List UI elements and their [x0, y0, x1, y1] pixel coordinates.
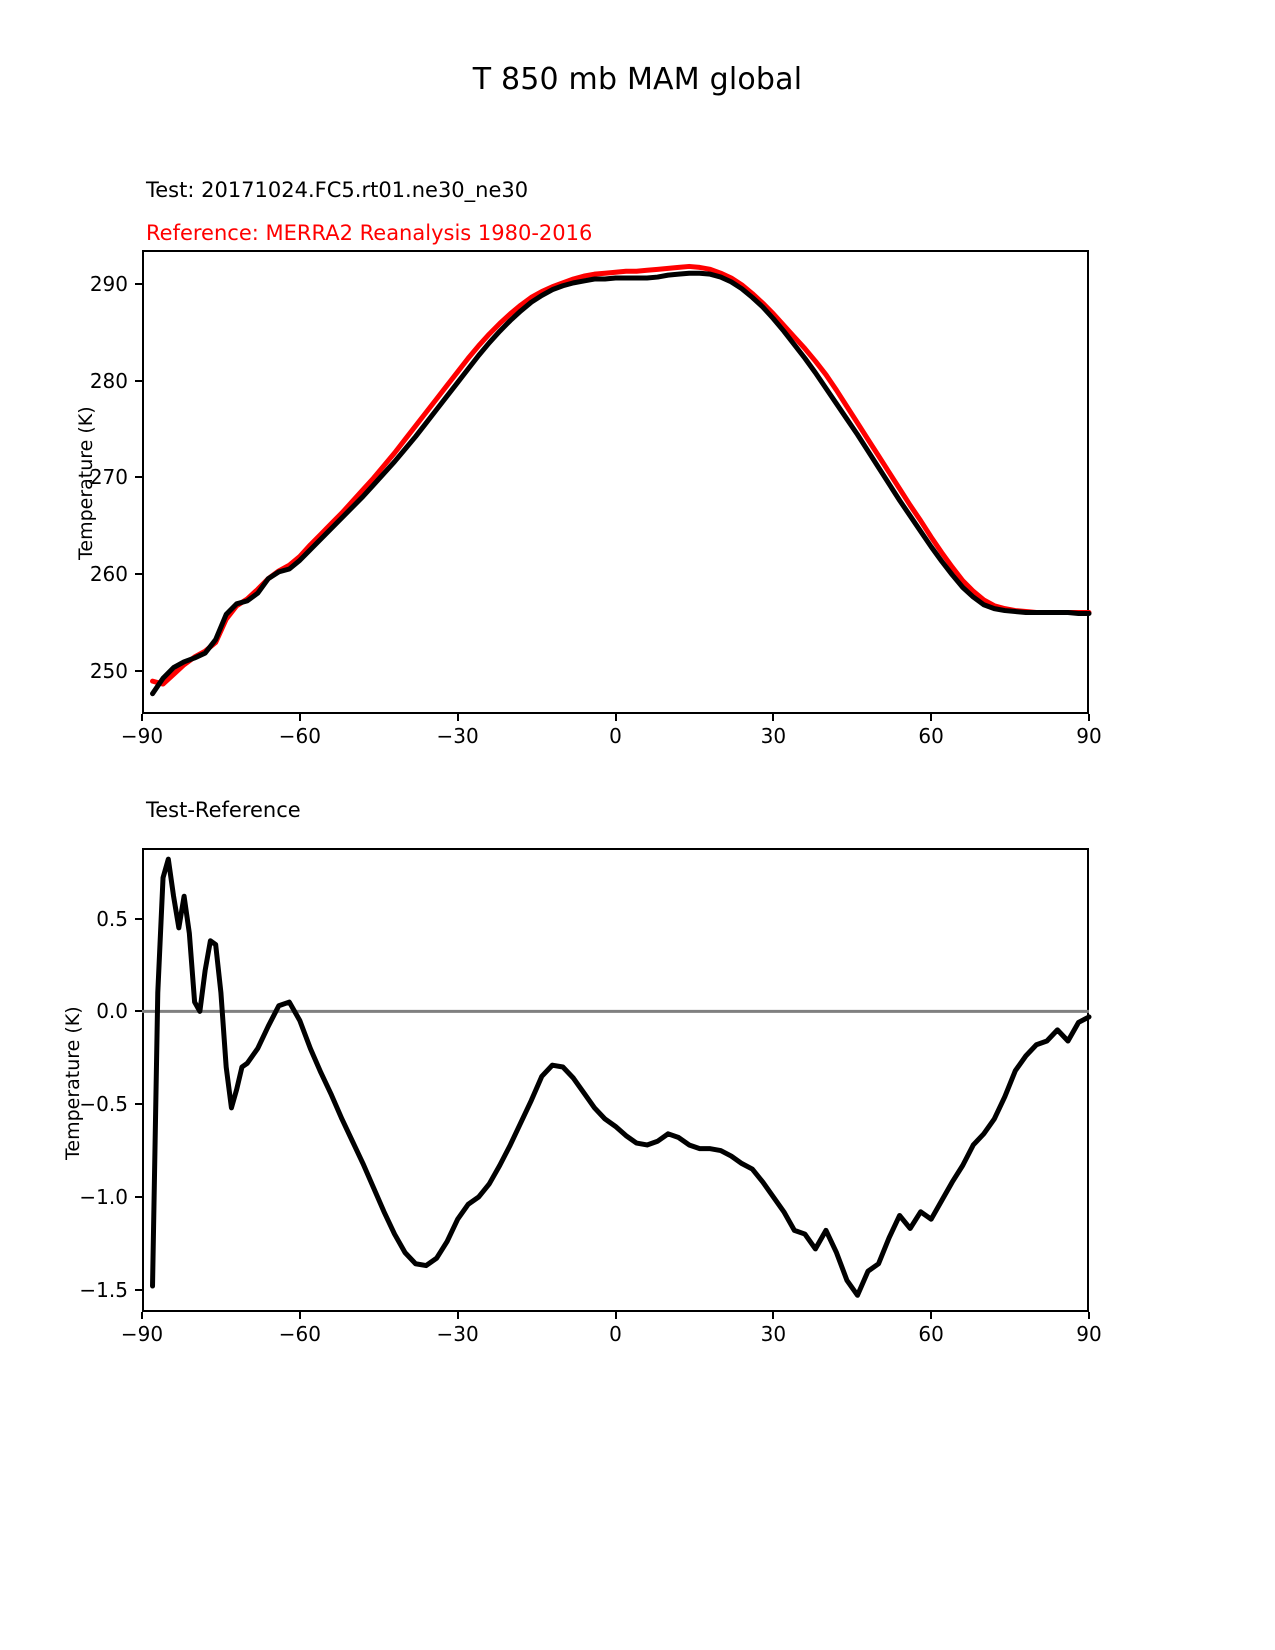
top-panel-y-axis-label: Temperature (K)	[75, 406, 97, 560]
bottom-ytick-label-0-0: 0.0	[96, 999, 128, 1024]
difference-panel-label: Test-Reference	[146, 798, 301, 822]
top-ytick-label-270: 270	[89, 465, 128, 490]
bottom-panel-plot-area	[142, 848, 1089, 1312]
axis-tick-mark	[135, 476, 142, 478]
axis-tick-mark	[1088, 714, 1090, 721]
top-xtick-label-minus90: −90	[120, 724, 164, 748]
axis-tick-mark	[135, 1196, 142, 1198]
axis-tick-mark	[615, 1312, 617, 1319]
top-xtick-label-minus30: −30	[436, 724, 479, 748]
axis-tick-mark	[299, 1312, 301, 1319]
axis-tick-mark	[135, 573, 142, 575]
legend-test-label: Test: 20171024.FC5.rt01.ne30_ne30	[146, 178, 529, 202]
bottom-xtick-label-30: 30	[760, 1322, 787, 1346]
axis-tick-mark	[135, 1010, 142, 1012]
bottom-ytick-label-minus0-5: −0.5	[79, 1092, 128, 1117]
top-ytick-label-280: 280	[89, 368, 128, 393]
top-panel-plot-area	[142, 250, 1089, 714]
axis-tick-mark	[772, 714, 774, 721]
top-ytick-label-250: 250	[89, 658, 128, 683]
test-line-series	[153, 273, 1089, 694]
bottom-panel-series-svg	[142, 848, 1089, 1312]
bottom-xtick-label-0: 0	[609, 1322, 622, 1346]
axis-tick-mark	[299, 714, 301, 721]
difference-line-series	[153, 859, 1089, 1295]
bottom-xtick-label-minus90: −90	[120, 1322, 164, 1346]
top-xtick-label-0: 0	[609, 724, 622, 748]
axis-tick-mark	[141, 1312, 143, 1319]
top-ytick-label-260: 260	[89, 561, 128, 586]
bottom-panel-y-axis-label: Temperature (K)	[62, 1006, 84, 1160]
reference-line-series	[153, 266, 1089, 684]
top-panel-series-svg	[142, 250, 1089, 714]
bottom-xtick-label-60: 60	[918, 1322, 944, 1346]
bottom-ytick-label-0-5: 0.5	[96, 906, 128, 931]
legend-reference-label: Reference: MERRA2 Reanalysis 1980-2016	[146, 221, 593, 245]
axis-tick-mark	[141, 714, 143, 721]
bottom-xtick-label-minus30: −30	[436, 1322, 479, 1346]
bottom-xtick-label-minus60: −60	[278, 1322, 321, 1346]
axis-tick-mark	[615, 714, 617, 721]
axis-tick-mark	[930, 1312, 932, 1319]
top-ytick-label-290: 290	[89, 271, 128, 296]
axis-tick-mark	[135, 283, 142, 285]
bottom-xtick-label-90: 90	[1076, 1322, 1102, 1346]
axis-tick-mark	[135, 670, 142, 672]
axis-tick-mark	[930, 714, 932, 721]
axis-tick-mark	[135, 380, 142, 382]
top-xtick-label-30: 30	[760, 724, 787, 748]
top-xtick-label-90: 90	[1076, 724, 1102, 748]
axis-tick-mark	[1088, 1312, 1090, 1319]
top-xtick-label-60: 60	[918, 724, 944, 748]
top-xtick-label-minus60: −60	[278, 724, 321, 748]
axis-tick-mark	[135, 1103, 142, 1105]
bottom-ytick-label-minus1-5: −1.5	[79, 1277, 128, 1302]
axis-tick-mark	[457, 714, 459, 721]
axis-tick-mark	[772, 1312, 774, 1319]
figure-title: T 850 mb MAM global	[472, 62, 803, 97]
axis-tick-mark	[135, 1289, 142, 1291]
axis-tick-mark	[135, 918, 142, 920]
bottom-ytick-label-minus1-0: −1.0	[79, 1184, 128, 1209]
axis-tick-mark	[457, 1312, 459, 1319]
